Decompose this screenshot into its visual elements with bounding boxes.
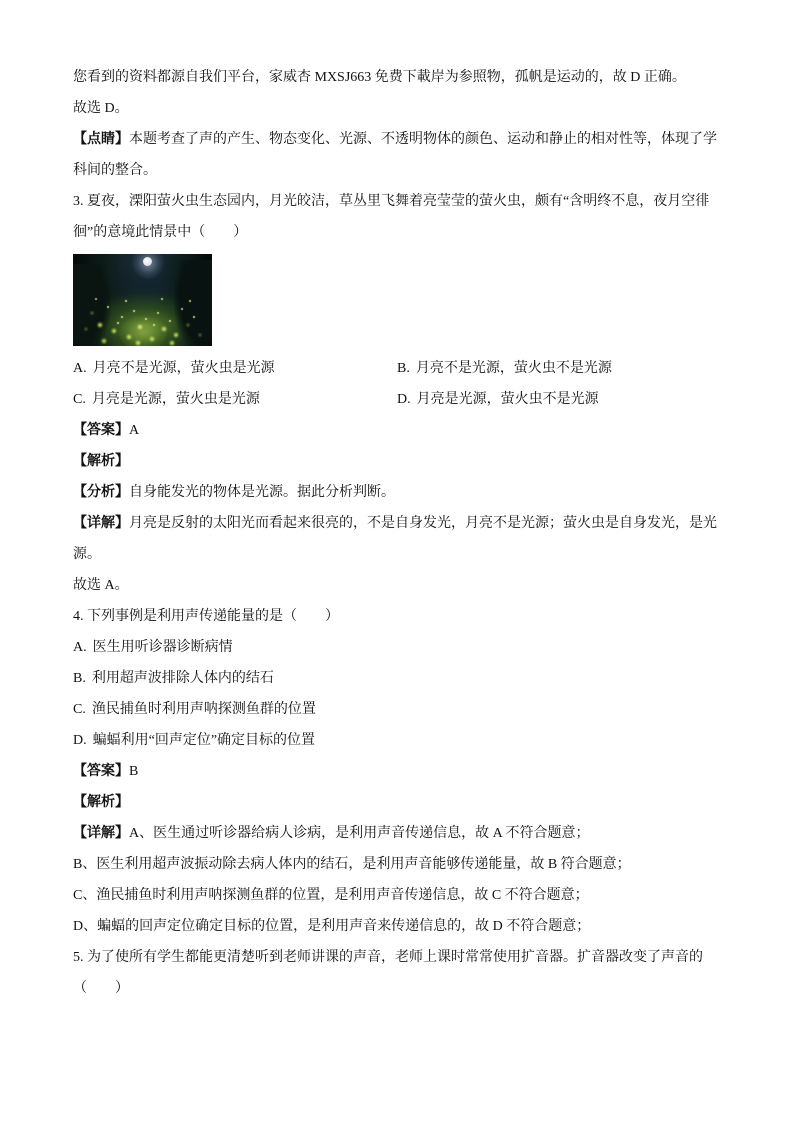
q3-stem-line-1: 3. 夏夜，溧阳萤火虫生态园内，月光皎洁，草丛里飞舞着亮莹莹的萤火虫，颇有“含明终不息，夜月空徘: [73, 194, 710, 209]
q2-choice: 故选 D。: [73, 101, 129, 116]
option-text: 月亮不是光源，萤火虫不是光源: [415, 361, 612, 376]
q2-comment-line-2: 科间的整合。: [73, 163, 157, 178]
exam-page: [73, 62, 733, 1004]
option-letter: A.: [73, 640, 87, 655]
option-text: 月亮是光源，萤火虫不是光源: [416, 392, 599, 407]
q3-option-d: [397, 384, 721, 415]
option-letter: C.: [73, 702, 86, 717]
q4-option-a: [73, 632, 733, 663]
q3-detail-line-2: 源。: [73, 547, 101, 562]
answer-label: 【答案】: [73, 764, 129, 779]
answer-value: B: [129, 764, 139, 779]
analysis-label: 【解析】: [73, 795, 129, 810]
q4-stem: 4. 下列事例是利用声传递能量的是（ ）: [73, 609, 339, 624]
q4-detail-line-1: [73, 818, 733, 849]
option-text: 月亮不是光源，萤火虫是光源: [92, 361, 275, 376]
option-letter: B.: [397, 361, 410, 376]
answer-label: 【答案】: [73, 423, 129, 438]
q3-choice: 故选 A。: [73, 578, 129, 593]
answer-value: A: [129, 423, 140, 438]
q3-stem-line-2: 徊”的意境此情景中（ ）: [73, 225, 248, 240]
q4-detail-line-3: C、渔民捕鱼时利用声呐探测鱼群的位置，是利用声音传递信息，故 C 不符合题意；: [73, 888, 589, 903]
q3-option-b: [397, 353, 721, 384]
option-text: 月亮是光源，萤火虫是光源: [91, 392, 260, 407]
option-letter: B.: [73, 671, 86, 686]
q4-option-d: [73, 725, 733, 756]
comment-label: 【点睛】: [73, 132, 129, 147]
option-letter: D.: [397, 392, 411, 407]
detail-label: 【详解】: [73, 826, 129, 841]
q3-options-row-1: [73, 353, 733, 384]
firefly-dots: [73, 254, 75, 256]
option-text: 渔民捕鱼时利用声呐探测鱼群的位置: [91, 702, 316, 717]
q4-detail-line-2: B、医生利用超声波振动除去病人体内的结石，是利用声音能够传递能量，故 B 符合题意；: [73, 857, 631, 872]
q4-option-b: [73, 663, 733, 694]
q4-answer: [73, 756, 733, 787]
option-text: 蝙蝠利用“回声定位”确定目标的位置: [92, 733, 316, 748]
q3-detail-line-1: [73, 508, 733, 539]
detail-text: 月亮是反射的太阳光而看起来很亮的，不是自身发光，月亮不是光源；萤火虫是自身发光，是光: [129, 516, 717, 531]
q3-answer: [73, 415, 733, 446]
q3-analysis-heading: [73, 446, 733, 477]
fenxi-text: 自身能发光的物体是光源。据此分析判断。: [129, 485, 395, 500]
q3-option-a: [73, 353, 397, 384]
grass-path-glow: [119, 316, 167, 346]
option-letter: C.: [73, 392, 86, 407]
q4-detail-line-4: D、蝙蝠的回声定位确定目标的位置，是利用声音来传递信息的，故 D 不符合题意；: [73, 919, 591, 934]
q3-fenxi: [73, 477, 733, 508]
option-text: 医生用听诊器诊断病情: [92, 640, 233, 655]
comment-text: 本题考查了声的产生、物态变化、光源、不透明物体的颜色、运动和静止的相对性等，体现了学: [129, 132, 717, 147]
q4-analysis-heading: [73, 787, 733, 818]
tree-silhouette-right: [174, 260, 212, 346]
q3-option-c: [73, 384, 397, 415]
q3-options-row-2: [73, 384, 733, 415]
option-letter: A.: [73, 361, 87, 376]
q5-stem-line-1: 5. 为了使所有学生都能更清楚听到老师讲课的声音，老师上课时常常使用扩音器。扩音器改变了声音的: [73, 950, 703, 965]
detail-text: A、医生通过听诊器给病人诊病，是利用声音传递信息，故 A 不符合题意；: [129, 826, 590, 841]
q4-option-c: [73, 694, 733, 725]
q2-tail-line: 您看到的资料都源自我们平台，家威杏 MXSJ663 免费下載岸为参照物，孤帆是运动的，故 D 正确。: [73, 70, 686, 85]
option-text: 利用超声波排除人体内的结石: [91, 671, 274, 686]
firefly-night-photo: [73, 254, 212, 346]
option-letter: D.: [73, 733, 87, 748]
moon: [143, 257, 152, 266]
detail-label: 【详解】: [73, 516, 129, 531]
analysis-label: 【解析】: [73, 454, 129, 469]
q5-stem-line-2: （ ）: [73, 981, 129, 996]
fenxi-label: 【分析】: [73, 485, 129, 500]
q2-comment-line-1: [73, 124, 733, 155]
tree-silhouette-left: [73, 264, 111, 346]
